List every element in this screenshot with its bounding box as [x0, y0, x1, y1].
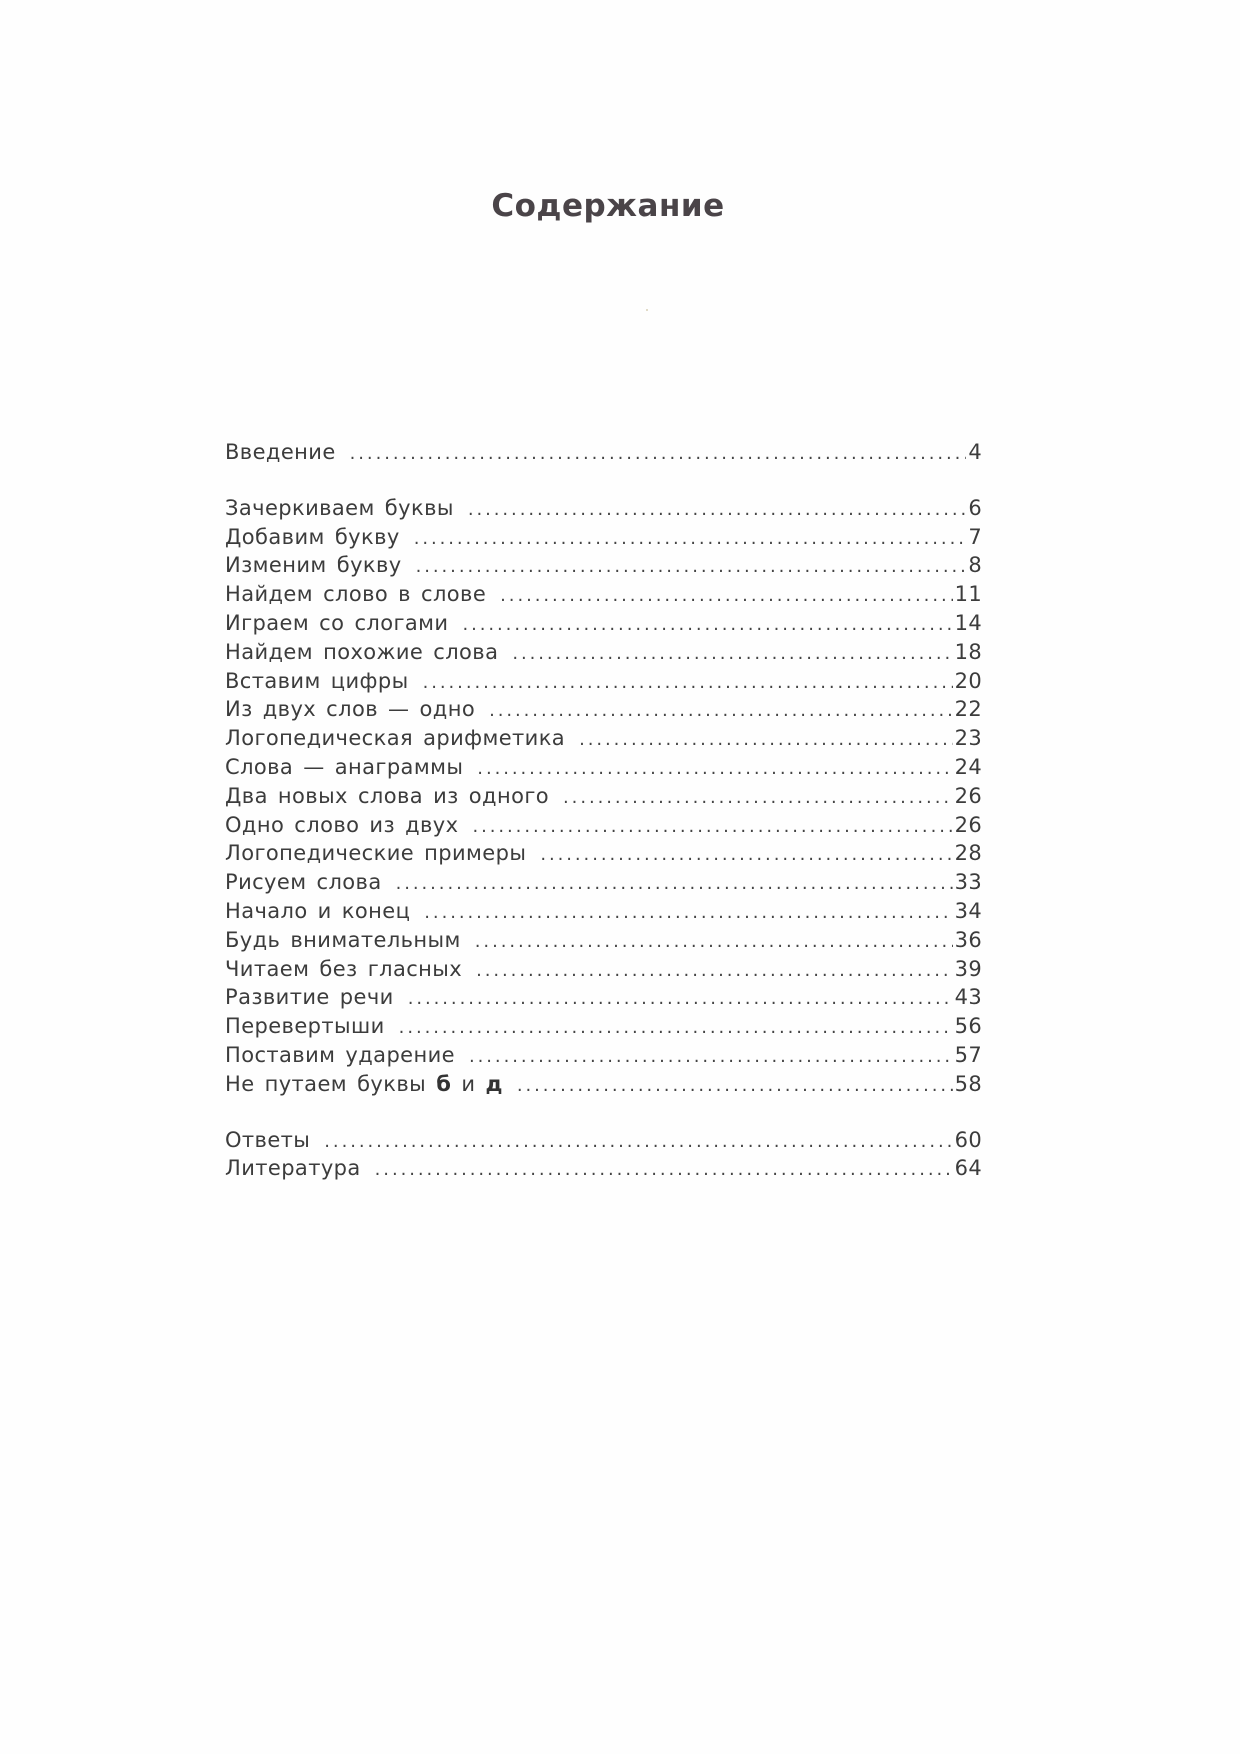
- toc-entry[interactable]: [225, 1070, 982, 1099]
- toc-entry-bibliography[interactable]: [225, 1154, 982, 1183]
- paper-speck: [646, 309, 648, 311]
- toc-entry-page-number: 34: [954, 898, 982, 923]
- toc-entry-page-number: 58: [954, 1071, 982, 1096]
- toc-entry-label: Из двух слов — одно: [225, 697, 476, 722]
- dot-leader: [324, 1128, 952, 1157]
- toc-entry-page-number: 6: [968, 495, 982, 520]
- toc-entry-label: Начало и конец: [225, 898, 411, 923]
- toc-entry-answers[interactable]: [225, 1126, 982, 1155]
- toc-entry[interactable]: [225, 811, 982, 840]
- toc-entry[interactable]: [225, 638, 982, 667]
- dot-leader: [424, 899, 952, 928]
- toc-entry-page-number: 43: [954, 985, 982, 1010]
- toc-entry-label: Два новых слова из одного: [225, 783, 550, 808]
- toc-entry[interactable]: [225, 695, 982, 724]
- toc-entry-label: Рисуем слова: [225, 870, 382, 895]
- toc-entry-label: Будь внимательным: [225, 927, 461, 952]
- toc-entry-label: Найдем слово в слове: [225, 582, 487, 607]
- letter-b: б: [436, 1071, 452, 1096]
- toc-entry-page-number: 26: [954, 783, 982, 808]
- toc-entry-label: Изменим букву: [225, 553, 402, 578]
- dot-leader: [477, 755, 952, 784]
- toc-entry-page-number: 64: [954, 1156, 982, 1181]
- toc-entry[interactable]: [225, 494, 982, 523]
- toc-entry[interactable]: [225, 609, 982, 638]
- toc-entry[interactable]: [225, 897, 982, 926]
- dot-leader: [500, 582, 953, 611]
- toc-entry-page-number: 14: [954, 610, 982, 635]
- toc-entry[interactable]: [225, 839, 982, 868]
- toc-entry[interactable]: [225, 1041, 982, 1070]
- toc-entry-label: Одно слово из двух: [225, 812, 459, 837]
- toc-entry-page-number: 8: [968, 553, 982, 578]
- dot-leader: [476, 957, 953, 986]
- toc-entry-page-number: 33: [954, 870, 982, 895]
- page-title: Содержание: [491, 188, 725, 224]
- toc-entry-page-number: 24: [954, 754, 982, 779]
- toc-entry-label: Играем со слогами: [225, 610, 449, 635]
- letter-d: д: [485, 1071, 503, 1096]
- toc-entry-page-number: 18: [954, 639, 982, 664]
- dot-leader: [350, 440, 966, 469]
- toc-entry[interactable]: [225, 523, 982, 552]
- toc-group-intro: [225, 438, 982, 467]
- dot-leader: [416, 553, 966, 582]
- toc-entry-label: Поставим ударение: [225, 1042, 455, 1067]
- toc-entry-page-number: 39: [954, 956, 982, 981]
- toc-group-sections: [225, 494, 982, 1099]
- toc-entry[interactable]: [225, 667, 982, 696]
- toc-entry-page-number: 7: [968, 524, 982, 549]
- table-of-contents: [225, 438, 982, 1183]
- toc-entry-label: Слова — анаграммы: [225, 754, 464, 779]
- dot-leader: [468, 496, 966, 525]
- toc-entry[interactable]: [225, 868, 982, 897]
- toc-entry-label: Читаем без гласных: [225, 956, 463, 981]
- toc-entry-label: Найдем похожие слова: [225, 639, 499, 664]
- dot-leader: [475, 928, 953, 957]
- toc-entry[interactable]: [225, 1012, 982, 1041]
- dot-leader: [517, 1072, 953, 1101]
- toc-entry-label: Введение: [225, 440, 336, 464]
- dot-leader: [462, 611, 952, 640]
- toc-entry-page-number: 20: [954, 668, 982, 693]
- dot-leader: [399, 1014, 953, 1043]
- toc-entry[interactable]: [225, 551, 982, 580]
- conjunction-text: и: [461, 1071, 476, 1096]
- toc-entry-label-text: Не путаем буквы: [225, 1071, 427, 1096]
- dot-leader: [396, 870, 953, 899]
- dot-leader: [579, 726, 953, 755]
- dot-leader: [540, 841, 952, 870]
- toc-entry[interactable]: [225, 983, 982, 1012]
- dot-leader: [414, 525, 966, 554]
- toc-entry-label: Вставим цифры: [225, 668, 409, 693]
- dot-leader: [563, 784, 953, 813]
- toc-entry-page-number: 60: [954, 1127, 982, 1152]
- dot-leader: [472, 813, 952, 842]
- toc-entry[interactable]: [225, 955, 982, 984]
- toc-entry-page-number: 28: [954, 841, 982, 866]
- dot-leader: [512, 640, 952, 669]
- toc-entry-page-number: 22: [954, 697, 982, 722]
- dot-leader: [408, 985, 953, 1014]
- toc-entry-label: [225, 1070, 503, 1099]
- toc-entry[interactable]: [225, 580, 982, 609]
- toc-entry-label: Логопедические примеры: [225, 841, 527, 866]
- toc-entry-label: Развитие речи: [225, 985, 394, 1010]
- toc-entry-page-number: 26: [954, 812, 982, 837]
- toc-entry-label: Перевертыши: [225, 1014, 385, 1039]
- toc-entry-label: Ответы: [225, 1127, 311, 1152]
- toc-entry[interactable]: [225, 724, 982, 753]
- toc-group-back-matter: [225, 1126, 982, 1184]
- dot-leader: [375, 1156, 953, 1185]
- toc-entry-page-number: 4: [968, 440, 982, 464]
- dot-leader: [423, 669, 953, 698]
- toc-entry[interactable]: [225, 926, 982, 955]
- toc-entry-page-number: 23: [954, 726, 982, 751]
- toc-entry-label: Литература: [225, 1156, 361, 1181]
- toc-entry-page-number: 11: [954, 582, 982, 607]
- toc-entry-label: Логопедическая арифметика: [225, 726, 566, 751]
- toc-entry-label: Зачеркиваем буквы: [225, 495, 454, 520]
- toc-entry[interactable]: [225, 753, 982, 782]
- toc-entry-introduction[interactable]: [225, 438, 982, 467]
- toc-entry-page-number: 36: [954, 927, 982, 952]
- toc-entry[interactable]: [225, 782, 982, 811]
- dot-leader: [469, 1043, 953, 1072]
- dot-leader: [489, 697, 953, 726]
- toc-entry-label: Добавим букву: [225, 524, 400, 549]
- toc-entry-page-number: 56: [954, 1014, 982, 1039]
- toc-entry-page-number: 57: [954, 1042, 982, 1067]
